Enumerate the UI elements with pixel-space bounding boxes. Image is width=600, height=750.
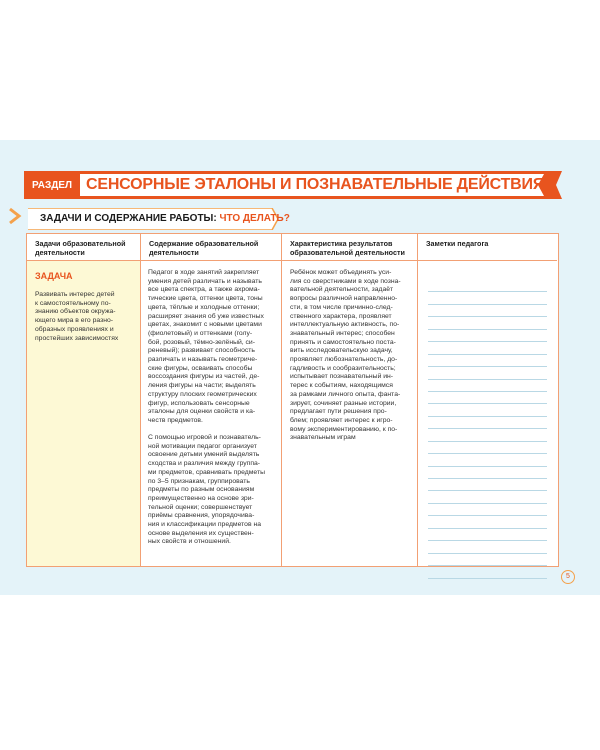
note-line: [428, 404, 547, 416]
note-line: [428, 392, 547, 404]
column-header-tasks: Задачи образовательной деятельности: [27, 234, 140, 261]
note-line: [428, 541, 547, 553]
note-line: [428, 330, 547, 342]
note-line: [428, 554, 547, 566]
content-paragraph-2: С помощью игровой и познаватель- ной мотивации педагог организует освоение детьми умений выделять сходства и различия между группа- ми предметов, сравнивать предметы по 3–5 признакам, группировать предметы по разным основаниям преимущественно на основе зри- тельной оценки; совершенствует приёмы сравнения, упорядочива- ния и классификации предметов на основе выделения их существен- ных свойств и отношений.: [148, 434, 265, 546]
note-line: [428, 479, 547, 491]
note-line: [428, 429, 547, 441]
column-results: [282, 234, 418, 566]
note-line: [428, 367, 547, 379]
note-line: [428, 342, 547, 354]
note-line: [428, 417, 547, 429]
notes-lines: [428, 280, 547, 579]
note-line: [428, 280, 547, 292]
work-table: [26, 233, 559, 567]
column-tasks: [27, 234, 141, 566]
column-header-results: Характеристика результатов образовательной деятельности: [282, 234, 417, 261]
page-number: 5: [561, 570, 575, 584]
note-line: [428, 292, 547, 304]
note-line: [428, 566, 547, 578]
note-line: [428, 380, 547, 392]
section-tag: РАЗДЕЛ: [31, 180, 73, 191]
note-line: [428, 467, 547, 479]
subheading-accent: ЧТО ДЕЛАТЬ?: [219, 213, 290, 224]
results-text: Ребёнок может объединять уси- лия со сверстниками в ходе позна- вательной деятельности, задаёт вопросы различной направленно- сти, в том числе причинно-след- ственного характера, проявляет интеллектуальную активность, по- знавательный интерес; способен принять и самостоятельно поста- вить исследовательскую задачу, проявляет любознательность, до- гадливость и сообразительность; испытывает познавательный ин- терес к событиям, находящимся за рамками личного опыта, фанта- зирует, сочиняет разные истории, предлагает пути решения про- блем; проявляет интерес к игро- вому экспериментированию, к по- знавательным играм: [290, 269, 401, 442]
note-line: [428, 504, 547, 516]
note-line: [428, 305, 547, 317]
task-text: Развивать интерес детей к самостоятельному по- знанию объектов окружа- ющего мира в его разно- образных проявлениях и простейших зависимостях: [35, 291, 119, 342]
content-paragraph-1: Педагог в ходе занятий закрепляет умения детей различать и называть все цвета спектра, а также ахрома- тические цвета, оттенки цвета, тоны цвета, тёплые и холодные оттенки; расширяет знания об уже известных цветах, знакомит с новыми цветами (фиолетовый) и оттенками (голу- бой, розовый, тёмно-зелёный, си- реневый); развивает способность различать и называть геометриче- ские фигуры, осваивать способы воссоздания фигуры из частей, де- ления фигуры на части; выделять структуру плоских геометрических фигур, использовать сенсорные эталоны для оценки свойств и ка- честв предметов.: [148, 269, 264, 424]
section-title: СЕНСОРНЫЕ ЭТАЛОНЫ И ПОЗНАВАТЕЛЬНЫЕ ДЕЙСТВИЯ: [86, 176, 545, 193]
flag-icon: [8, 207, 24, 225]
subheading-prefix: ЗАДАЧИ И СОДЕРЖАНИЕ РАБОТЫ:: [40, 213, 220, 224]
note-line: [428, 355, 547, 367]
note-line: [428, 442, 547, 454]
column-notes: [418, 234, 557, 566]
task-label: ЗАДАЧА: [35, 271, 73, 281]
subheading: [40, 212, 290, 226]
column-content: [141, 234, 282, 566]
note-line: [428, 529, 547, 541]
column-header-content: Содержание образовательной деятельности: [141, 234, 281, 261]
note-line: [428, 317, 547, 329]
note-line: [428, 491, 547, 503]
note-line: [428, 516, 547, 528]
column-header-notes: Заметки педагога: [418, 234, 557, 261]
note-line: [428, 454, 547, 466]
